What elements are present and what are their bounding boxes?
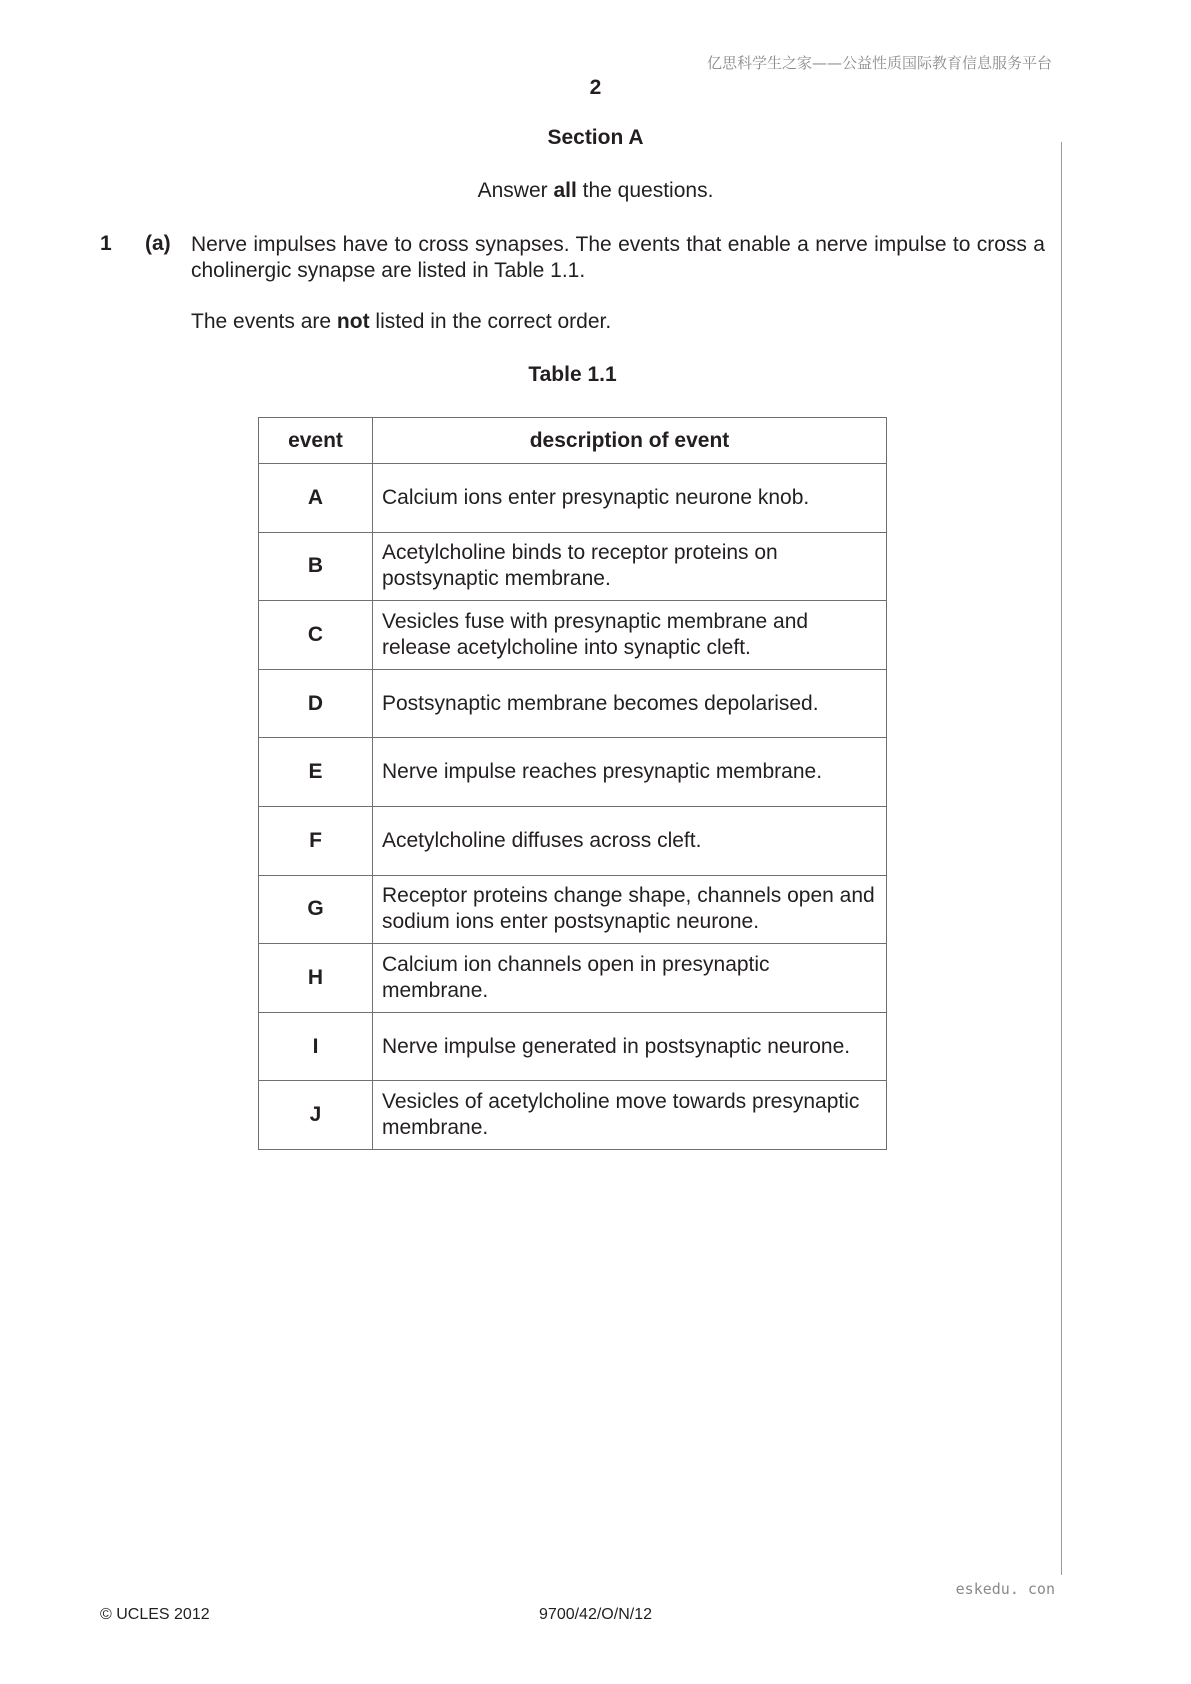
footer-paper-code: 9700/42/O/N/12 [539, 1606, 652, 1623]
event-letter: H [259, 944, 373, 1013]
instruction [0, 179, 1191, 203]
table-row [259, 532, 887, 601]
event-letter: D [259, 669, 373, 738]
watermark-bottom-text: eskedu. con [955, 1580, 1055, 1598]
event-description: Acetylcholine binds to receptor proteins on postsynaptic membrane. [373, 532, 887, 601]
watermark-top-text: 亿思科学生之家——公益性质国际教育信息服务平台 [706, 54, 1052, 72]
event-letter: J [259, 1081, 373, 1150]
page-number: 2 [589, 76, 602, 99]
table-row [259, 738, 887, 807]
event-description: Vesicles of acetylcholine move towards presynaptic membrane. [373, 1081, 887, 1150]
table-header-row [259, 418, 887, 464]
event-description: Receptor proteins change shape, channels open and sodium ions enter postsynaptic neurone. [373, 875, 887, 944]
table-caption: Table 1.1 [528, 363, 617, 386]
note-suffix: listed in the correct order. [369, 310, 612, 333]
event-description: Postsynaptic membrane becomes depolarised. [373, 669, 887, 738]
event-description: Nerve impulse generated in postsynaptic neurone. [373, 1012, 887, 1081]
table-row [259, 464, 887, 533]
event-description: Acetylcholine diffuses across cleft. [373, 806, 887, 875]
column-header-event: event [259, 418, 373, 464]
event-description: Nerve impulse reaches presynaptic membrane. [373, 738, 887, 807]
instruction-prefix: Answer [477, 179, 554, 202]
table-row [259, 669, 887, 738]
column-header-description: description of event [373, 418, 887, 464]
event-letter: B [259, 532, 373, 601]
question-note [191, 310, 611, 334]
event-letter: A [259, 464, 373, 533]
margin-rule [1061, 142, 1062, 1575]
note-emphasis: not [336, 310, 370, 333]
table-row [259, 601, 887, 670]
event-letter: G [259, 875, 373, 944]
footer-copyright: © UCLES 2012 [100, 1606, 210, 1623]
question-text: Nerve impulses have to cross synapses. The events that enable a nerve impulse to cross a cholinergic synapse are listed in Table 1.1. [191, 233, 1045, 282]
section-title: Section A [547, 126, 644, 149]
instruction-emphasis: all [553, 179, 577, 202]
event-description: Vesicles fuse with presynaptic membrane and release acetylcholine into synaptic cleft. [373, 601, 887, 670]
question-number: 1 [100, 232, 112, 255]
event-description: Calcium ions enter presynaptic neurone knob. [373, 464, 887, 533]
table-row [259, 1012, 887, 1081]
instruction-suffix: the questions. [576, 179, 714, 202]
note-prefix: The events are [191, 310, 337, 333]
table-row [259, 875, 887, 944]
event-description: Calcium ion channels open in presynaptic membrane. [373, 944, 887, 1013]
event-letter: E [259, 738, 373, 807]
table-row [259, 1081, 887, 1150]
events-table [258, 417, 887, 1150]
question-part: (a) [145, 232, 171, 255]
event-letter: C [259, 601, 373, 670]
event-letter: F [259, 806, 373, 875]
table-row [259, 806, 887, 875]
event-letter: I [259, 1012, 373, 1081]
table-row [259, 944, 887, 1013]
